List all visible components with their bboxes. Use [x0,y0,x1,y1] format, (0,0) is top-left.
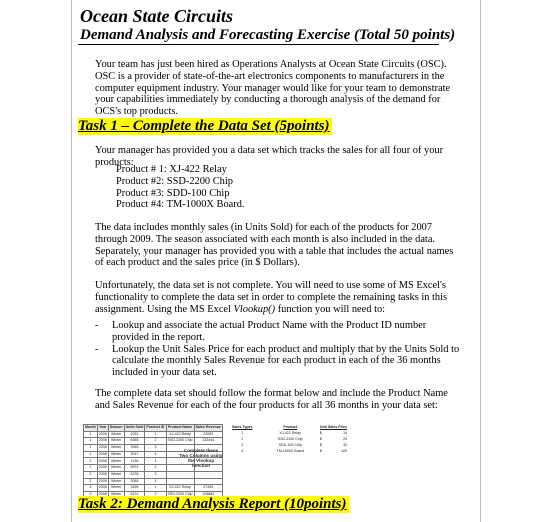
price-cell: $ [319,437,322,441]
price-cell: 32 [343,443,348,447]
table-cell: Winter [108,451,124,458]
table-cell: 2008 [97,485,108,492]
document-title: Ocean State Circuits [80,6,234,26]
table-cell: Winter [108,438,124,445]
price-cell: XJ-422 Relay [279,431,301,435]
price-row [230,448,349,454]
table-cell: 1 [145,485,166,492]
table-cell: 5974 [124,465,145,472]
subtitle-underline [78,44,439,45]
table-cell: 1699 [124,485,145,492]
table-cell [166,478,194,485]
price-cell: $ [319,449,322,453]
table-cell: 1 [84,451,98,458]
price-cell: 14 [343,431,348,435]
price-cell: 3 [241,443,244,447]
table-row [84,485,223,492]
table-cell: SSD-2200 Chip [166,491,194,498]
table-cell: XJ-422 Relay [166,431,194,438]
vlookup-paragraph-text: Unfortunately, the data set is not complete. You will need to use some of MS Excel's functionality to complete the data set in order to complete the remaining tasks in this assignment. Using the MS Excel [95,280,448,315]
table-cell: 2 [84,471,98,478]
table-cell: Winter [108,478,124,485]
product-list [116,164,245,211]
table-cell: SSD-2200 Chip [166,438,194,445]
page-margin-line-right [480,0,481,522]
product-price-table [230,424,349,454]
vlookup-paragraph-text-end: function you will need to: [275,303,386,315]
table-cell: 3 [145,445,166,452]
table-cell: 3953 [124,445,145,452]
table-cell: Winter [108,431,124,438]
data-description-paragraph: The data includes monthly sales (in Units Sold) for each of the products for 2007 through 2009. The season associated with each month is also included in the data. Separately, your manager has provided you with a table that includes the actual names of each product and the sales price (in $ Dollars). [95,222,454,269]
format-paragraph: The complete data set should follow the format below and include the Product Name and Sales Revenue for each of the four products for all 36 months in your data set: [95,388,448,411]
column-header: Month [84,425,98,432]
table-cell: 6365 [124,438,145,445]
bullet-item [95,344,465,379]
table-cell: 27495 [194,485,222,492]
table-cell [194,471,222,478]
sales-data-header-row [84,425,223,432]
spreadsheet-screenshot [83,424,473,498]
price-cell: 1 [241,431,244,435]
column-header: Product ID [145,425,166,432]
table-cell: 2 [145,438,166,445]
table-cell: 133444 [194,438,222,445]
table-cell: Winter [108,465,124,472]
table-cell: 3 [84,491,98,498]
table-row [84,438,223,445]
product-item: Product #4: TM-1000X Board. [116,199,245,211]
table-cell: 3 [84,485,98,492]
vlookup-note: Complete these Two Columns using the Vlookup function [179,448,223,468]
table-cell [166,471,194,478]
table-cell: 2008 [97,471,108,478]
document-subtitle: Demand Analysis and Forecasting Exercise (Total 50 points) [80,27,456,43]
table-cell: 2008 [97,491,108,498]
column-header: Product Name [166,425,194,432]
table-cell: 126684 [194,491,222,498]
table-cell: 3084 [124,478,145,485]
table-cell: Winter [108,458,124,465]
task1-lead: Your manager has provided you a data set which tracks the sales for all four of your products: [95,145,444,168]
table-cell: 23053 [194,431,222,438]
product-item: Product # 1: XJ-422 Relay [116,164,227,175]
task2-heading: Task 2: Demand Analysis Report (10points) [78,496,347,512]
table-cell: 4 [145,478,166,485]
table-cell: 2 [84,478,98,485]
price-cell: $ [319,431,322,435]
price-table-body [230,430,349,454]
price-cell: TM-1000X Board [276,449,304,453]
column-header: Year [97,425,108,432]
table-cell: 5235 [124,471,145,478]
table-cell: 2008 [97,438,108,445]
price-column-header: Product [283,425,297,429]
intro-paragraph: Your team has just been hired as Operations Analysts at Ocean State Circuits (OSC). OSC is a provider of state-of-the-art electronics components to manufacturers in the computer equipment industry. Your manager would like for your team to demonstrate your capabilities immediately by conducting a thorough analysis of the demand for OCS's top products. [95,59,451,118]
table-cell: 1 [84,438,98,445]
table-cell: Winter [108,491,124,498]
bullet-item [95,320,465,344]
table-cell: Winter [108,471,124,478]
table-cell: 1 [84,445,98,452]
table-cell: 1 [145,431,166,438]
table-cell: Winter [108,445,124,452]
table-cell [194,478,222,485]
price-cell: 25 [343,437,348,441]
bullet-text: Lookup and associate the actual Product Name with the Product ID number provided in the report. [112,320,427,343]
price-cell: SDD-100 Chip [278,443,302,447]
table-cell: 1 [84,431,98,438]
table-cell: 1 [145,458,166,465]
table-cell: 2008 [97,431,108,438]
table-cell: 2 [145,491,166,498]
table-cell: 2 [145,465,166,472]
table-cell: 2008 [97,458,108,465]
price-cell: $ [319,443,322,447]
price-column-header: Unit Sales Price [319,425,348,429]
table-cell: 1051 [124,431,145,438]
page-margin-line-left [71,0,72,522]
table-cell: 2008 [97,445,108,452]
table-cell: 2 [84,465,98,472]
column-header: Season [108,425,124,432]
product-item: Product #2: SSD-2200 Chip [116,175,233,187]
table-cell: XJ-422 Relay [166,485,194,492]
bullet-dash: - [95,320,99,331]
table-cell: 2008 [97,451,108,458]
table-row [84,431,223,438]
table-cell: 3047 [124,451,145,458]
table-cell: Winter [108,485,124,492]
table-cell: 3 [145,471,166,478]
task-bullet-list [95,320,465,379]
price-cell: 2 [241,437,244,441]
table-cell: 2 [84,458,98,465]
table-cell: 2008 [97,465,108,472]
bullet-text: Lookup the Unit Sales Price for each product and multiply that by the Units Sold to calculate the monthly Sales Revenue for each product in each of the 36 months included in your data set. [112,343,460,379]
table-cell: 2008 [97,478,108,485]
table-cell: 4 [145,451,166,458]
table-cell: 6131 [124,491,145,498]
vlookup-function-name: Vlookup() [233,303,276,315]
table-row [84,478,223,485]
product-item: Product #3: SDD-100 Chip [116,187,230,199]
price-cell: 120 [341,449,348,453]
table-row [84,471,223,478]
price-cell: SSD-2200 Chip [277,437,303,441]
column-header: Sales Revenue [194,425,222,432]
vlookup-paragraph [95,280,463,315]
task1-heading: Task 1 – Complete the Data Set (5points) [78,118,330,134]
price-column-header: Sales Types [232,425,253,429]
column-header: Units Sold [124,425,145,432]
bullet-dash: - [95,343,99,355]
table-cell: 1136 [124,458,145,465]
price-cell: 4 [241,449,244,453]
